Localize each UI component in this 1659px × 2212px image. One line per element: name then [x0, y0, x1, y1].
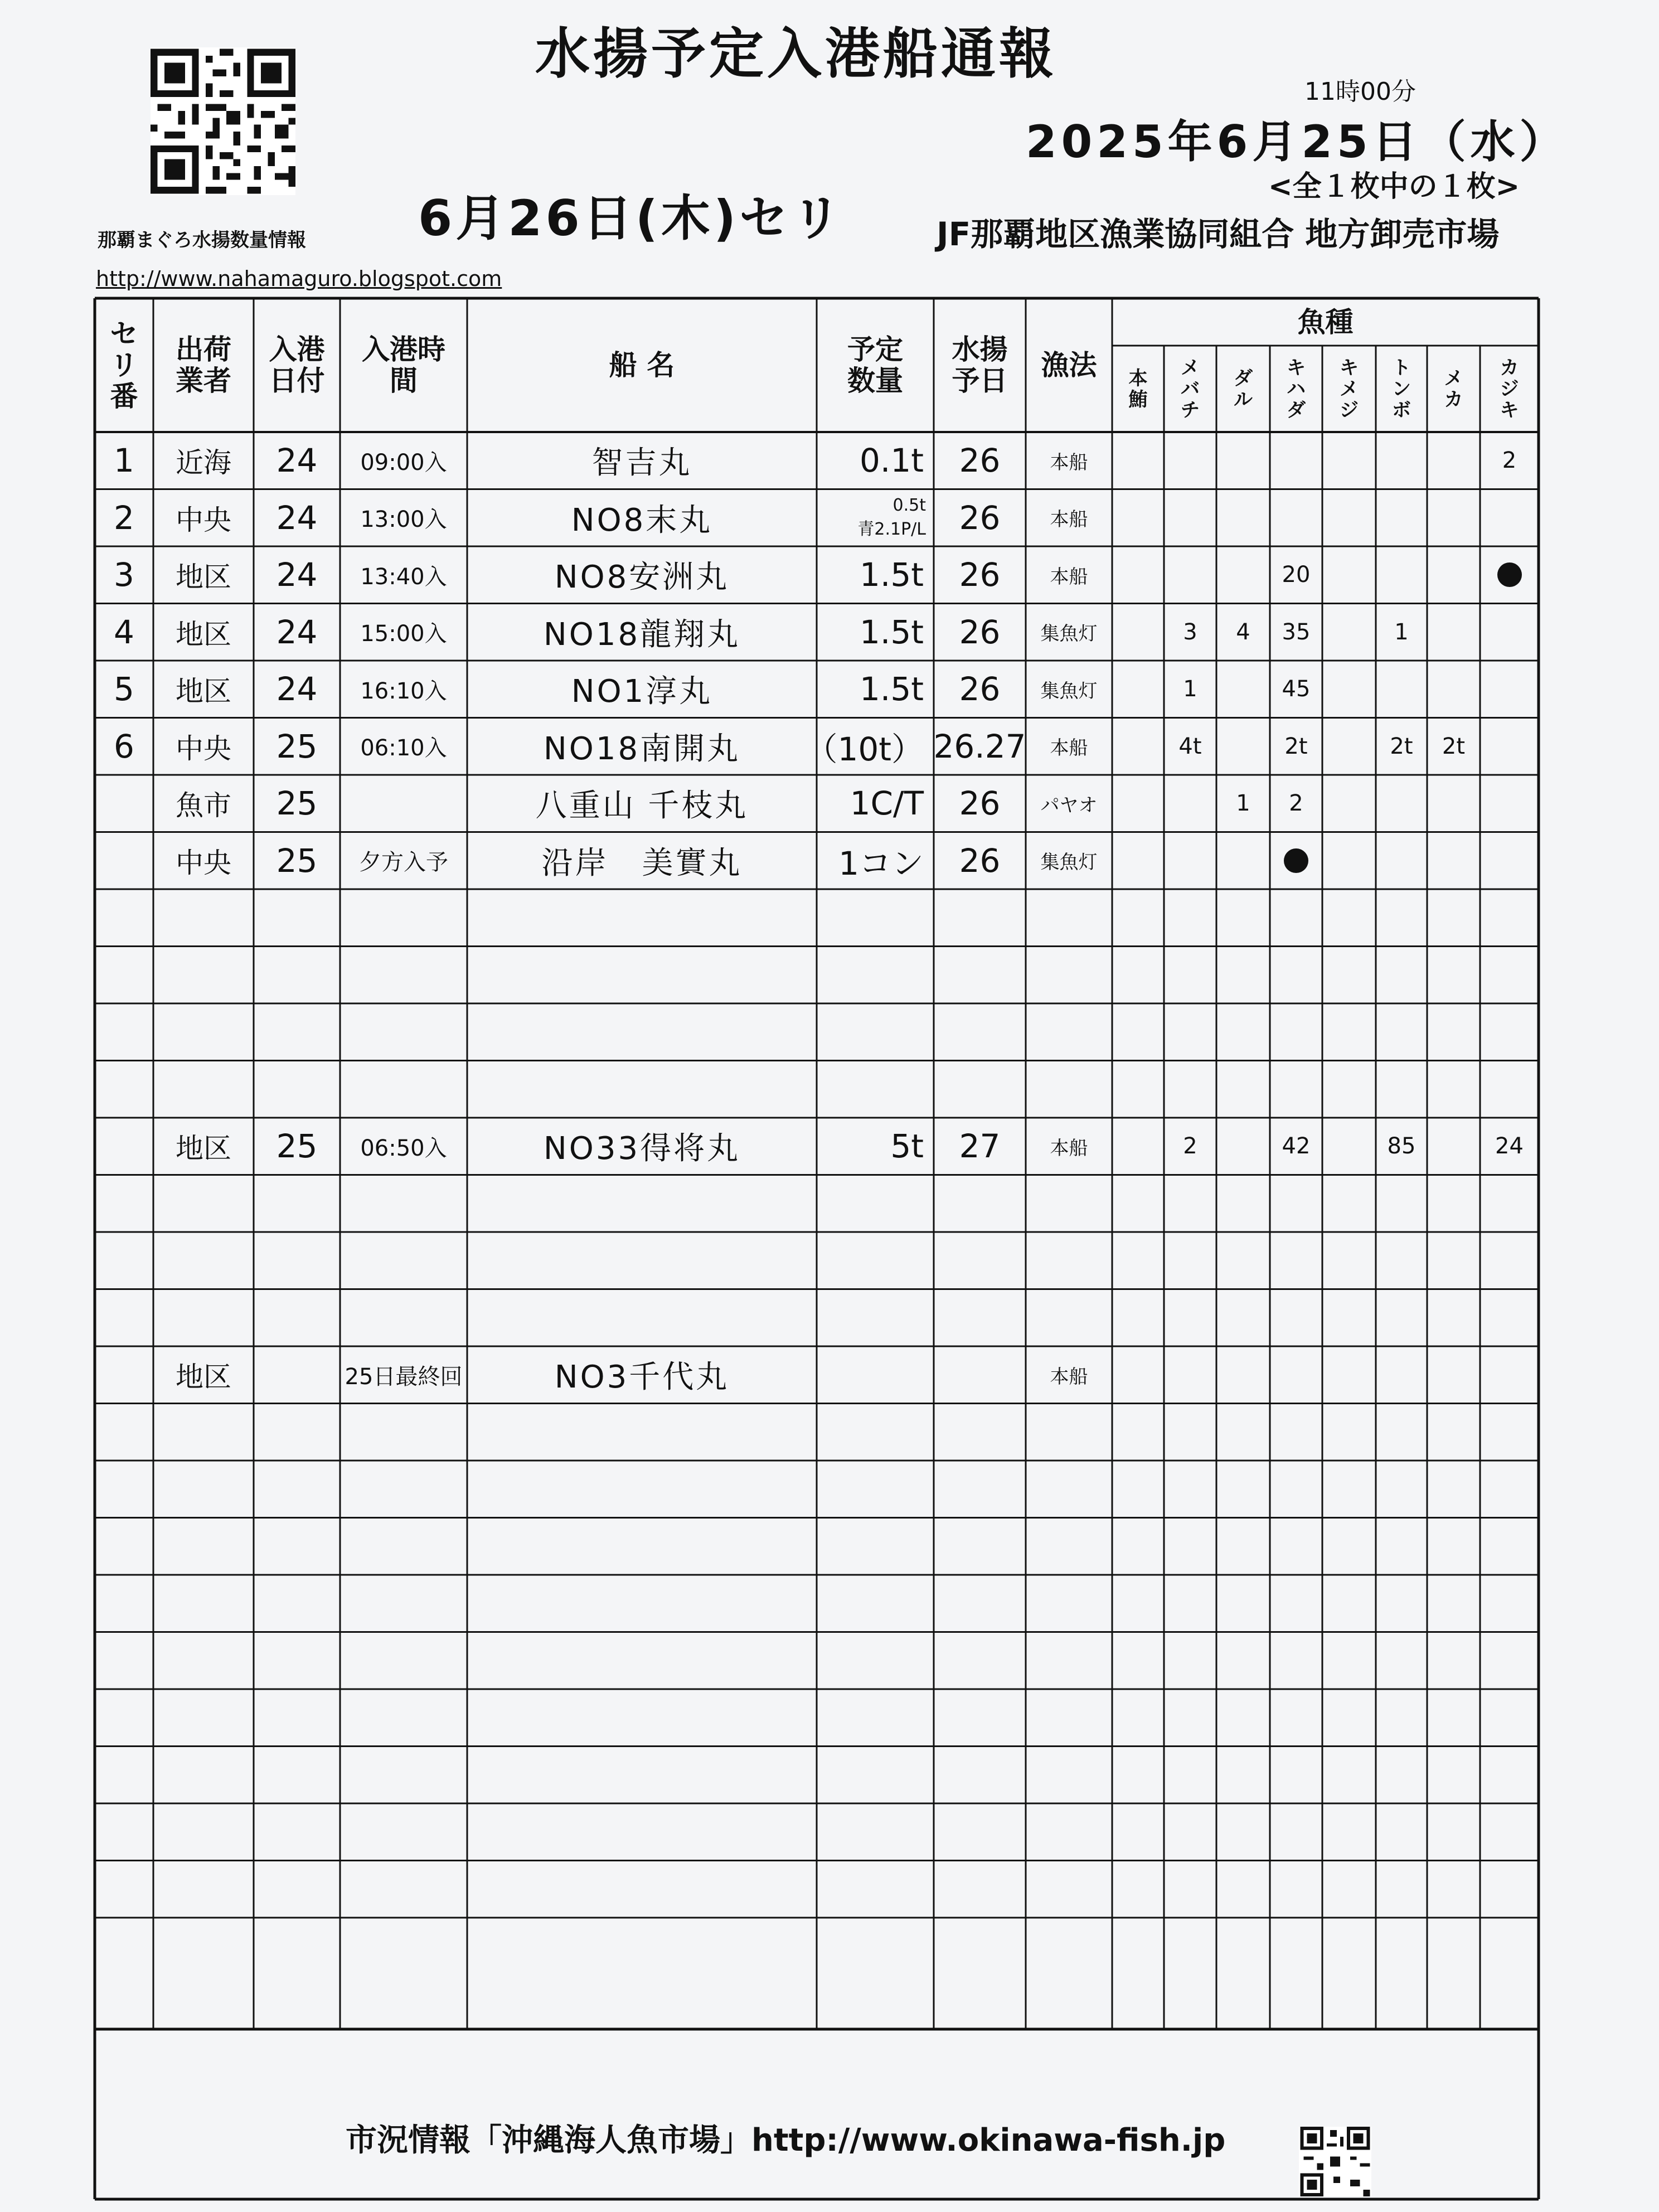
header-species: ト ン ボ — [1392, 356, 1411, 421]
species-count — [1322, 546, 1376, 604]
qr-caption: 那覇まぐろ水揚数量情報 — [98, 229, 306, 251]
species-count — [1427, 832, 1480, 890]
landing-day: 26 — [959, 498, 1001, 537]
species-count: 4t — [1178, 733, 1202, 759]
arrival-time: 06:10入 — [360, 735, 447, 761]
header-species: ダ ル — [1234, 367, 1253, 411]
species-count — [1376, 432, 1427, 489]
fishing-method: 集魚灯 — [1040, 623, 1098, 646]
species-count: 2 — [1502, 448, 1517, 474]
species-count — [1427, 661, 1480, 718]
species-count — [1427, 546, 1480, 604]
planned-qty: 1.5t — [860, 670, 924, 709]
species-count: 1 — [1183, 676, 1197, 702]
landing-day: 26.27 — [933, 727, 1026, 765]
species-count: 2 — [1289, 790, 1303, 817]
species-count — [1112, 432, 1164, 489]
landing-day: 26 — [959, 784, 1001, 823]
species-count: 2t — [1390, 733, 1413, 759]
species-count — [1376, 832, 1427, 890]
species-count — [1427, 604, 1480, 661]
species-count — [1480, 661, 1539, 718]
species-count — [1216, 489, 1270, 547]
arrival-date — [254, 1346, 340, 1404]
species-count — [1164, 546, 1216, 604]
header-species: メ バ チ — [1181, 356, 1200, 421]
landing-day: 27 — [959, 1127, 1001, 1166]
header-seri: セ リ 番 — [110, 318, 138, 413]
species-count — [1322, 1118, 1376, 1175]
header-shipper: 出荷 業者 — [176, 333, 231, 397]
arrival-date: 25 — [276, 841, 318, 880]
species-count — [1216, 1118, 1270, 1175]
arrival-time: 13:00入 — [360, 507, 447, 533]
arrival-date: 24 — [276, 613, 318, 651]
arrival-date: 24 — [276, 442, 318, 480]
arrival-time: 06:50入 — [360, 1135, 447, 1161]
species-count — [1164, 832, 1216, 890]
species-count — [1376, 1346, 1427, 1404]
species-count — [1112, 775, 1164, 832]
planned-qty: （10t） — [805, 730, 924, 768]
ship-name: 智吉丸 — [591, 445, 692, 482]
species-count: 2 — [1183, 1133, 1197, 1160]
species-count — [1427, 432, 1480, 489]
seri-number — [95, 775, 153, 832]
species-count — [1376, 546, 1427, 604]
ship-name: NO8末丸 — [571, 502, 713, 539]
species-count: 2t — [1442, 733, 1466, 759]
fishing-method: パヤオ — [1040, 794, 1098, 817]
landing-day: 26 — [959, 556, 1001, 594]
shipper: 中央 — [176, 846, 231, 879]
fishing-method: 本船 — [1050, 451, 1088, 474]
species-count — [1427, 489, 1480, 547]
species-count — [1376, 661, 1427, 718]
landing-day: 26 — [959, 613, 1001, 651]
arrival-date: 25 — [276, 727, 318, 765]
ship-name: NO3千代丸 — [554, 1359, 730, 1396]
organization-name: JF那覇地区漁業協同組合 地方卸売市場 — [937, 215, 1500, 253]
species-count — [1164, 432, 1216, 489]
shipper: 地区 — [176, 618, 231, 651]
species-count — [1112, 1346, 1164, 1404]
shipper: 近海 — [176, 447, 231, 479]
planned-qty: 1コン — [838, 844, 924, 882]
species-count — [1322, 718, 1376, 775]
seri-number: 2 — [114, 498, 134, 537]
planned-qty: 0.1t — [860, 442, 924, 480]
seri-number — [95, 1346, 153, 1404]
species-count — [1216, 832, 1270, 890]
species-count — [1112, 489, 1164, 547]
planned-qty: 1.5t — [860, 613, 924, 651]
header-landing-day: 水揚 予日 — [952, 333, 1008, 397]
arrival-date: 25 — [276, 1127, 318, 1166]
fishing-method: 集魚灯 — [1040, 851, 1098, 874]
species-count — [1322, 832, 1376, 890]
species-count — [1112, 1118, 1164, 1175]
species-count — [1270, 1346, 1322, 1404]
species-count: 24 — [1495, 1133, 1524, 1160]
ship-name: 沿岸 美實丸 — [541, 845, 743, 881]
species-count — [1322, 489, 1376, 547]
landing-day: 26 — [959, 670, 1001, 709]
arrival-date: 24 — [276, 556, 318, 594]
species-count — [1112, 832, 1164, 890]
arrival-time: 15:00入 — [360, 621, 447, 647]
arrival-time: 09:00入 — [360, 449, 447, 476]
arrival-time — [340, 775, 467, 832]
report-date: 2025年6月25日（水） — [1026, 116, 1569, 168]
species-count: 3 — [1183, 619, 1197, 645]
species-count — [1112, 604, 1164, 661]
filled-circle-mark — [1497, 562, 1522, 587]
species-count — [1322, 604, 1376, 661]
seri-number: 5 — [114, 670, 134, 709]
seri-number: 3 — [114, 556, 134, 594]
species-count — [1216, 661, 1270, 718]
species-count — [1322, 1346, 1376, 1404]
arrival-time: 25日最終回 — [345, 1364, 463, 1390]
species-count — [1427, 1118, 1480, 1175]
arrival-time: 夕方入予 — [359, 850, 448, 876]
document-title: 水揚予定入港船通報 — [535, 22, 1058, 86]
fishing-method: 本船 — [1050, 737, 1088, 760]
species-count: 4 — [1236, 619, 1250, 645]
species-count — [1322, 775, 1376, 832]
header-arrival-time: 入港時 間 — [362, 333, 445, 397]
fishing-method: 本船 — [1050, 565, 1088, 588]
species-count — [1480, 775, 1539, 832]
ship-name: NO33得将丸 — [543, 1131, 741, 1167]
filled-circle-mark — [1284, 848, 1308, 873]
header-species: メ カ — [1444, 367, 1463, 411]
header-arrival-date: 入港 日付 — [269, 333, 325, 397]
ship-name: NO8安洲丸 — [554, 559, 730, 596]
species-count: 1 — [1236, 790, 1250, 817]
arrival-date: 25 — [276, 784, 318, 823]
header-method: 漁法 — [1041, 349, 1097, 381]
header-ship-name: 船 名 — [609, 349, 675, 381]
species-count — [1216, 432, 1270, 489]
fishing-method: 本船 — [1050, 1365, 1088, 1388]
species-count — [1322, 661, 1376, 718]
arrival-time: 13:40入 — [360, 564, 447, 590]
market-info-footer: 市況情報「沖縄海人魚市場」http://www.okinawa-fish.jp — [346, 2122, 1226, 2158]
ship-name: NO18南開丸 — [543, 730, 741, 767]
species-count — [1164, 775, 1216, 832]
footer-qr-code-icon — [1299, 2127, 1371, 2196]
species-count — [1216, 718, 1270, 775]
species-count — [1480, 489, 1539, 547]
header-species-group: 魚種 — [1297, 305, 1354, 338]
planned-qty-secondary: 青2.1P/L — [857, 520, 926, 540]
blog-link[interactable]: http://www.nahamaguro.blogspot.com — [96, 266, 502, 291]
seri-number: 4 — [114, 613, 134, 651]
species-count: 42 — [1282, 1133, 1311, 1160]
shipper: 中央 — [176, 503, 231, 536]
species-count: 35 — [1282, 619, 1311, 645]
species-count: 45 — [1282, 676, 1311, 702]
report-time: 11時00分 — [1304, 77, 1416, 106]
header-species: カ ジ キ — [1500, 356, 1519, 421]
fishing-method: 本船 — [1050, 1137, 1088, 1160]
planned-qty: 1C/T — [850, 784, 924, 823]
header-species: キ メ ジ — [1340, 356, 1359, 421]
shipper: 地区 — [176, 1132, 231, 1165]
species-count — [1164, 1346, 1216, 1404]
species-count: 20 — [1282, 562, 1311, 588]
species-count — [1376, 489, 1427, 547]
auction-day: 6月26日(木)セリ — [418, 190, 845, 247]
species-count — [1270, 432, 1322, 489]
species-count: 2t — [1284, 733, 1308, 759]
ship-name: NO18龍翔丸 — [543, 616, 741, 653]
planned-qty: 5t — [890, 1127, 924, 1166]
ship-name: 八重山 千枝丸 — [535, 788, 749, 824]
species-count — [1112, 661, 1164, 718]
seri-number: 1 — [114, 442, 134, 480]
arrival-date: 24 — [276, 498, 318, 537]
landing-day — [934, 1346, 1026, 1404]
species-count — [1112, 546, 1164, 604]
shipper: 地区 — [176, 1361, 231, 1394]
species-count — [1322, 432, 1376, 489]
species-count — [1480, 546, 1539, 604]
header-species: 本 鮪 — [1128, 367, 1148, 411]
ship-name: NO1淳丸 — [571, 673, 713, 710]
shipper: 地区 — [176, 675, 231, 708]
seri-number: 6 — [114, 727, 134, 765]
species-count — [1427, 775, 1480, 832]
species-count — [1480, 718, 1539, 775]
page-count: <全１枚中の１枚> — [1268, 170, 1520, 203]
header-planned-qty: 予定 数量 — [847, 333, 903, 397]
arrival-date: 24 — [276, 670, 318, 709]
landing-day: 26 — [959, 841, 1001, 880]
header-species: キ ハ ダ — [1287, 356, 1306, 421]
species-count — [1216, 546, 1270, 604]
species-count — [1270, 832, 1322, 890]
planned-qty-primary: 0.5t — [892, 496, 926, 516]
planned-qty: 1.5t — [860, 556, 924, 594]
planned-qty — [817, 489, 934, 547]
species-count: 1 — [1394, 619, 1409, 645]
fishing-method: 集魚灯 — [1040, 680, 1098, 702]
shipper: 魚市 — [176, 789, 231, 822]
species-count — [1270, 489, 1322, 547]
seri-number — [95, 1118, 153, 1175]
fishing-method: 本船 — [1050, 508, 1088, 531]
shipper: 地区 — [176, 561, 231, 594]
species-count — [1480, 604, 1539, 661]
species-count — [1480, 1346, 1539, 1404]
species-count — [1480, 832, 1539, 890]
arrival-time: 16:10入 — [360, 678, 447, 704]
species-count — [1427, 1346, 1480, 1404]
seri-number — [95, 832, 153, 890]
species-count — [1216, 1346, 1270, 1404]
species-count — [1112, 718, 1164, 775]
landing-day: 26 — [959, 442, 1001, 480]
planned-qty — [817, 1346, 934, 1404]
species-count: 85 — [1387, 1133, 1416, 1160]
shipper: 中央 — [176, 732, 231, 765]
species-count — [1376, 775, 1427, 832]
species-count — [1164, 489, 1216, 547]
